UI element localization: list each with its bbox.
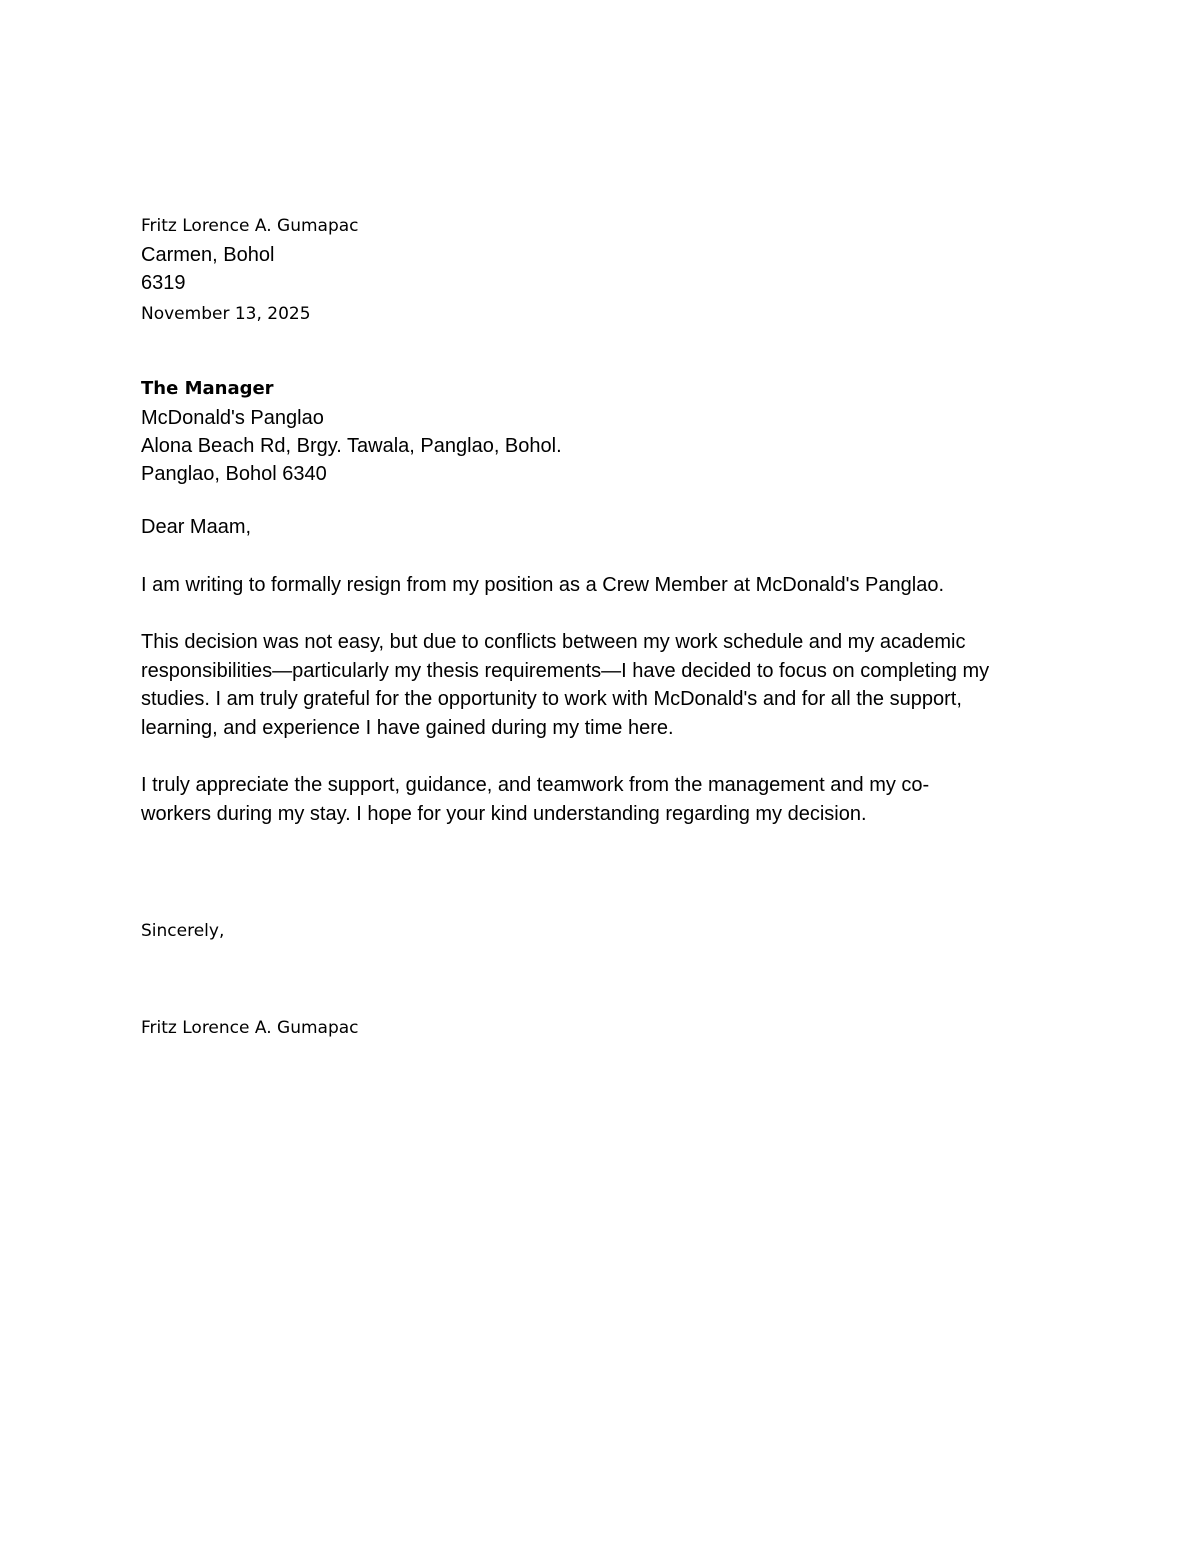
paragraph-line: I truly appreciate the support, guidance, and teamwork from the management and my co-	[141, 774, 930, 796]
paragraph-line: responsibilities—particularly my thesis requirements—I have decided to focus on completing my	[141, 659, 990, 682]
letter-date: November 13, 2025	[141, 304, 311, 324]
recipient-title: The Manager	[141, 378, 274, 399]
body-paragraph-1: I am writing to formally resign from my position as a Crew Member at McDonald's Panglao.	[141, 574, 944, 596]
body-paragraph-3	[141, 771, 1071, 828]
recipient-address-line2: Panglao, Bohol 6340	[141, 463, 327, 485]
paragraph-line: workers during my stay. I hope for your kind understanding regarding my decision.	[141, 802, 867, 825]
recipient-address-line1: Alona Beach Rd, Brgy. Tawala, Panglao, Bohol.	[141, 435, 562, 457]
sender-name: Fritz Lorence A. Gumapac	[141, 216, 359, 236]
sender-postal-code: 6319	[141, 272, 186, 294]
paragraph-line: This decision was not easy, but due to conflicts between my work schedule and my academic	[141, 631, 966, 653]
paragraph-line: learning, and experience I have gained during my time here.	[141, 716, 674, 739]
body-paragraph-2	[141, 628, 1071, 742]
closing: Sincerely,	[141, 921, 225, 941]
recipient-company: McDonald's Panglao	[141, 407, 324, 429]
salutation: Dear Maam,	[141, 516, 252, 538]
sender-city: Carmen, Bohol	[141, 244, 275, 266]
signature-name: Fritz Lorence A. Gumapac	[141, 1018, 359, 1038]
paragraph-line: studies. I am truly grateful for the opportunity to work with McDonald's and for all the support,	[141, 688, 962, 710]
